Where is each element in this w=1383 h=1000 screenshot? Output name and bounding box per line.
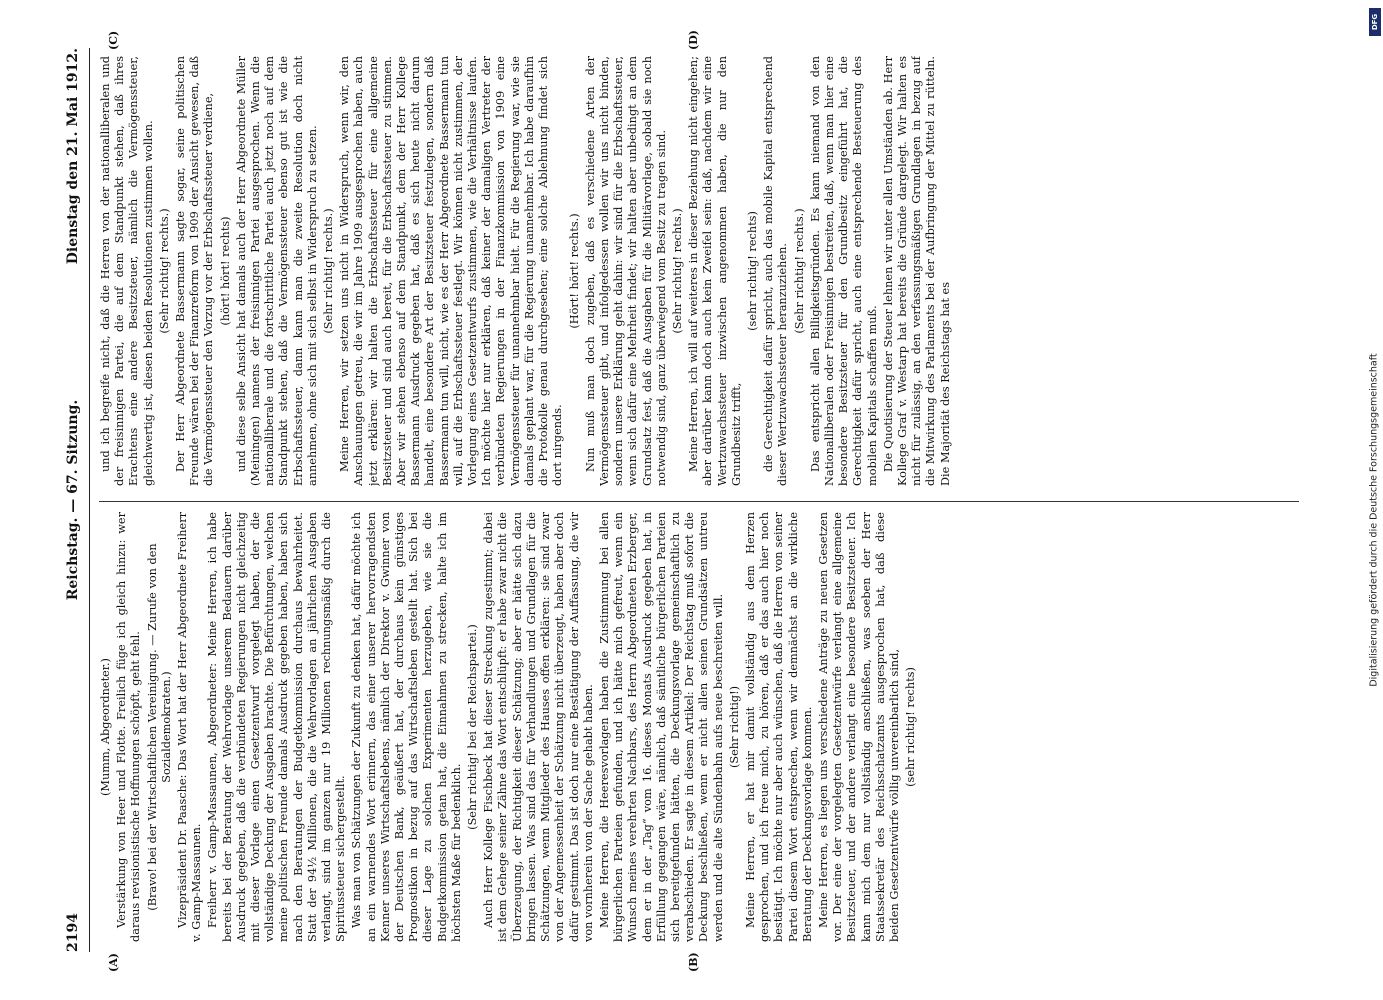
paragraph: und ich begreife nicht, daß die Herren von der nationalliberalen und der freisinnigen Partei, die auf dem Standpunkt stehen, daß ihres Erachtens eine andere Besitzsteuer, nämlich die Vermögenssteuer, gleichwertig ist, diesen beiden Resolutionen zustimmen wollen.: [98, 56, 155, 486]
interjection: (Sehr richtig!): [727, 685, 741, 769]
paragraph: und diese selbe Ansicht hat damals auch der Herr Abgeordnete Müller (Meiningen) namens der freisinnigen Partei ausgesprochen. Wenn die nationalliberale und die fortschrittliche Partei auch jetzt noch auf dem Standpunkt stehen, daß die Vermögenssteuer ebenso gut ist wie die Erbschaftssteuer, dann kann man die zweite Resolution doch nicht annehmen, ohne sich mit sich selbst in Widerspruch zu setzen.: [234, 56, 319, 486]
paragraph: Das entspricht allen Billigkeitsgründen. Es kann niemand von den Nationalliberalen oder Freisinnigen bestreiten, daß, wenn man hier eine besondere Besitzsteuer für den Grundbesitz eingeführt hat, die Gerechtigkeit dafür spricht, auch eine entsprechende Besteuerung des mobilen Kapitals schaffen muß.: [808, 56, 879, 486]
interjection: (sehr richtig! rechts): [903, 667, 917, 787]
interjection: (sehr richtig! rechts): [745, 211, 759, 331]
margin-letter-b: (B): [686, 952, 700, 972]
interjection: (Sehr richtig! rechts.): [321, 208, 335, 334]
margin-letter-c: (C): [106, 30, 120, 50]
paragraph: Meine Herren, wir setzen uns nicht in Widerspruch, wenn wir, den Anschauungen getreu, die wir im Jahre 1909 ausgesprochen haben, auch jetzt erklären: wir halten die Erbschaftssteuer für eine allgemeine Besitzsteuer und sind auch bereit, für die Erbschaftssteuer zu stimmen. Aber wir stehen ebenso auf dem Standpunkt, dem der Herr Kollege Bassermann Ausdruck gegeben hat, daß es sich heute nicht darum handelt, eine besondere Art der Besitzsteuer festzulegen, sondern daß Bassermann tun will, nicht, wie es der Herr Abgeordnete Bassermann tun will, auf die Erbschaftssteuer festlegt. Wir können nicht zustimmen, der Vorlegung eines Gesetzentwurfs zustimmen, wie die Verhältnisse laufen. Ich möchte hier nur erklären, daß keiner der damaligen Vertreter der verbündeten Regierungen in der Finanzkommission von 1909 eine Vermögenssteuer für unannehmbar hielt. Für die Regierung war, wie sie damals geplant war, für die Regierung unannehmbar. Ich habe daraufhin die Protokolle genau durchgesehen; eine solche Ablehnung findet sich dort nirgends.: [337, 56, 564, 486]
interjection: (Sehr richtig! rechts.): [792, 208, 806, 334]
page-header: [65, 48, 90, 952]
margin-letter-a: (A): [106, 953, 120, 972]
interjection: (Bravo! bei der Wirtschaftlichen Vereinigung. — Zurufe von den Sozialdemokraten.): [145, 543, 173, 911]
interjection: (Sehr richtig! bei der Reichspartei.): [465, 624, 479, 830]
session-date: Dienstag den 21. Mai 1912.: [64, 48, 81, 265]
interjection: (Sehr richtig! rechts.): [157, 208, 171, 334]
session-title: Reichstag. — 67. Sitzung.: [64, 399, 81, 601]
paragraph: Was man von Schätzungen der Zukunft zu denken hat, dafür möchte ich an ein warnendes Wort erinnern, das einer unserer hervorragendsten Kenner unseres Wirtschaftslebens, nämlich der Direktor v. Gwinner von der Deutschen Bank, geäußert hat, der durchaus kein günstiges Prognostikon in bezug auf das Wirtschaftsleben gestellt hat. Sich bei dieser Lage zu solchen Experimenten herzugeben, wie sie die Budgetkommission getan hat, die Einnahmen zu strecken, halte ich im höchsten Maße für bedenklich.: [349, 512, 463, 942]
paragraph: Auch Herr Kollege Fischbeck hat dieser Streckung zugestimmt; dabei ist dem Gehege seiner Zähne das Wort entschlüpft: er habe zwar nicht die Überzeugung, der Richtigkeit dieser Schätzung; aber er hätte sich dazu bringen lassen. Was sind das für Verhandlungen und Grundlagen für die Schätzungen, wenn Mitglieder des Hauses offen erklären: sie sind zwar von der Angemessenheit der Schätzung nicht überzeugt, haben aber doch dafür gestimmt. Das ist doch nur eine Bestätigung der Auffassung, die wir von vornherein von der Sache gehabt haben.: [481, 512, 595, 942]
paragraph: Die Quotisierung der Steuer lehnen wir unter allen Umständen ab. Herr Kollege Graf v. Westarp hat bereits die Gründe dargelegt. Wir halten es nicht für zulässig, an den verfassungsmäßigen Grundlagen in bezug auf die Mitwirkung des Parlaments bei der Aufbringung der Mittel zu rütteln. Die Majorität des Reichstags hat es: [881, 56, 952, 486]
speaker-note: (Mumm, Abgeordneter.): [98, 658, 112, 796]
interjection: (hört! hört! rechts): [218, 216, 232, 326]
paragraph: Verstärkung von Heer und Flotte. Freilich füge ich gleich hinzu: wer daraus revisionistische Hoffnungen schöpft, geht fehl.: [114, 512, 142, 942]
paragraph: Meine Herren, die Heeresvorlagen haben die Zustimmung bei allen bürgerlichen Parteien gefunden, und ich hätte mich gefreut, wenn ein Wunsch meines verehrten Nachbars, des Herrn Abgeordneten Erzberger, dem er in der „Tag“ vom 16. dieses Monats Ausdruck gegeben hat, in Erfüllung gegangen wäre, nämlich, daß sämtliche bürgerlichen Parteien sich bereitgefunden hätten, die Deckungsvorlage gemeinschaftlich zu verabschieden. Er sagte in diesem Artikel: Der Reichstag muß sofort die Deckung beschließen, wenn er nicht allen seinen Grundsätzen untreu werden und die alte Sündenbahn aufs neue beschreiten will.: [597, 512, 725, 942]
interjection: (Hört! hört! rechts.): [567, 213, 580, 329]
interjection: (Sehr richtig! rechts.): [670, 208, 684, 334]
right-text-column: [99, 56, 1309, 486]
paragraph: Vizepräsident Dr. Paasche: Das Wort hat der Herr Abgeordnete Freiherr v. Gamp-Massaunen.: [175, 512, 203, 942]
paragraph: Meine Herren, es liegen uns verschiedene Anträge zu neuen Gesetzen vor. Der eine der vorgelegten Gesetzentwürfe verlangt eine allgemeine Besitzsteuer, und der andere verlangt eine besondere Besitzsteuer. Ich kann mich dem nur vollständig anschließen, was soeben der Herr Staatssekretär des Reichsschatzamts ausgesprochen hat, daß diese beiden Gesetzentwürfe völlig unvereinbarlich sind,: [816, 512, 901, 942]
page-number: 2194: [64, 913, 81, 952]
digitization-note: Digitalisierung gefördert durch die Deutsche Forschungsgemeinschaft: [1368, 353, 1380, 687]
paragraph: die Gerechtigkeit dafür spricht, auch das mobile Kapital entsprechend dieser Wertzuwachssteuer heranzuziehen.: [761, 56, 789, 486]
column-divider: [99, 501, 1299, 502]
paragraph: Meine Herren, er hat mir damit vollständig aus dem Herzen gesprochen, und ich freue mich, zu hören, daß er das auch hier noch bestätigt. Ich möchte nur aber auch wünschen, daß die Herren von seiner Partei diesem Wort entsprechen, wenn wir demnächst an die wirkliche Beratung der Deckungsvorlage kommen.: [743, 512, 814, 942]
margin-letter-d: (D): [686, 30, 700, 50]
paragraph: Meine Herren, ich will auf weiteres in dieser Beziehung nicht eingehen; aber darüber kann doch auch kein Zweifel sein: daß, nachdem wir eine Wertzuwachssteuer inzwischen angenommen haben, die nur den Grundbesitz trifft,: [686, 56, 743, 486]
left-text-column: [99, 512, 1309, 942]
paragraph: Freiherr v. Gamp-Massaunen, Abgeordneter: Meine Herren, ich habe bereits bei der Beratung der Wehrvorlage unserem Bedauern darüber Ausdruck gegeben, daß die verbündeten Regierungen nicht gleichzeitig mit dieser Vorlage einen Gesetzentwurf vorgelegt haben, der die vollständige Deckung der Ausgaben brachte. Die Befürchtungen, welchen meine politischen Freunde damals Ausdruck gegeben haben, haben sich nach den Beratungen der Budgetkommission durchaus bewahrheitet. Statt der 94½ Millionen, die die Wehrvorlagen an jährlichen Ausgaben verlangt, sind im ganzen nur 19 Millionen rechnungsmäßig durch die Spiritussteuer sichergestellt.: [205, 512, 347, 942]
rotated-document-page: [47, 20, 1337, 980]
paragraph: Nun muß man doch zugeben, daß es verschiedene Arten der Vermögenssteuer gibt, und infolgedessen wollen wir uns nicht binden, sondern unsere Erklärung geht dahin: wir sind für die Erbschaftssteuer, wenn sich dafür eine Mehrheit findet; wir halten aber unbedingt an dem Grundsatz fest, daß die Ausgaben für die Militärvorlage, sobald sie noch notwendig sind, ganz überwiegend vom Besitz zu tragen sind.: [583, 56, 668, 486]
dfg-logo: DFG: [1369, 8, 1381, 36]
paragraph: Der Herr Abgeordnete Bassermann sagte sogar, seine politischen Freunde wären bei der Finanzreform von 1909 der Ansicht gewesen, daß die Vermögenssteuer den Vorzug vor der Erbschaftssteuer verdiene,: [173, 56, 215, 486]
